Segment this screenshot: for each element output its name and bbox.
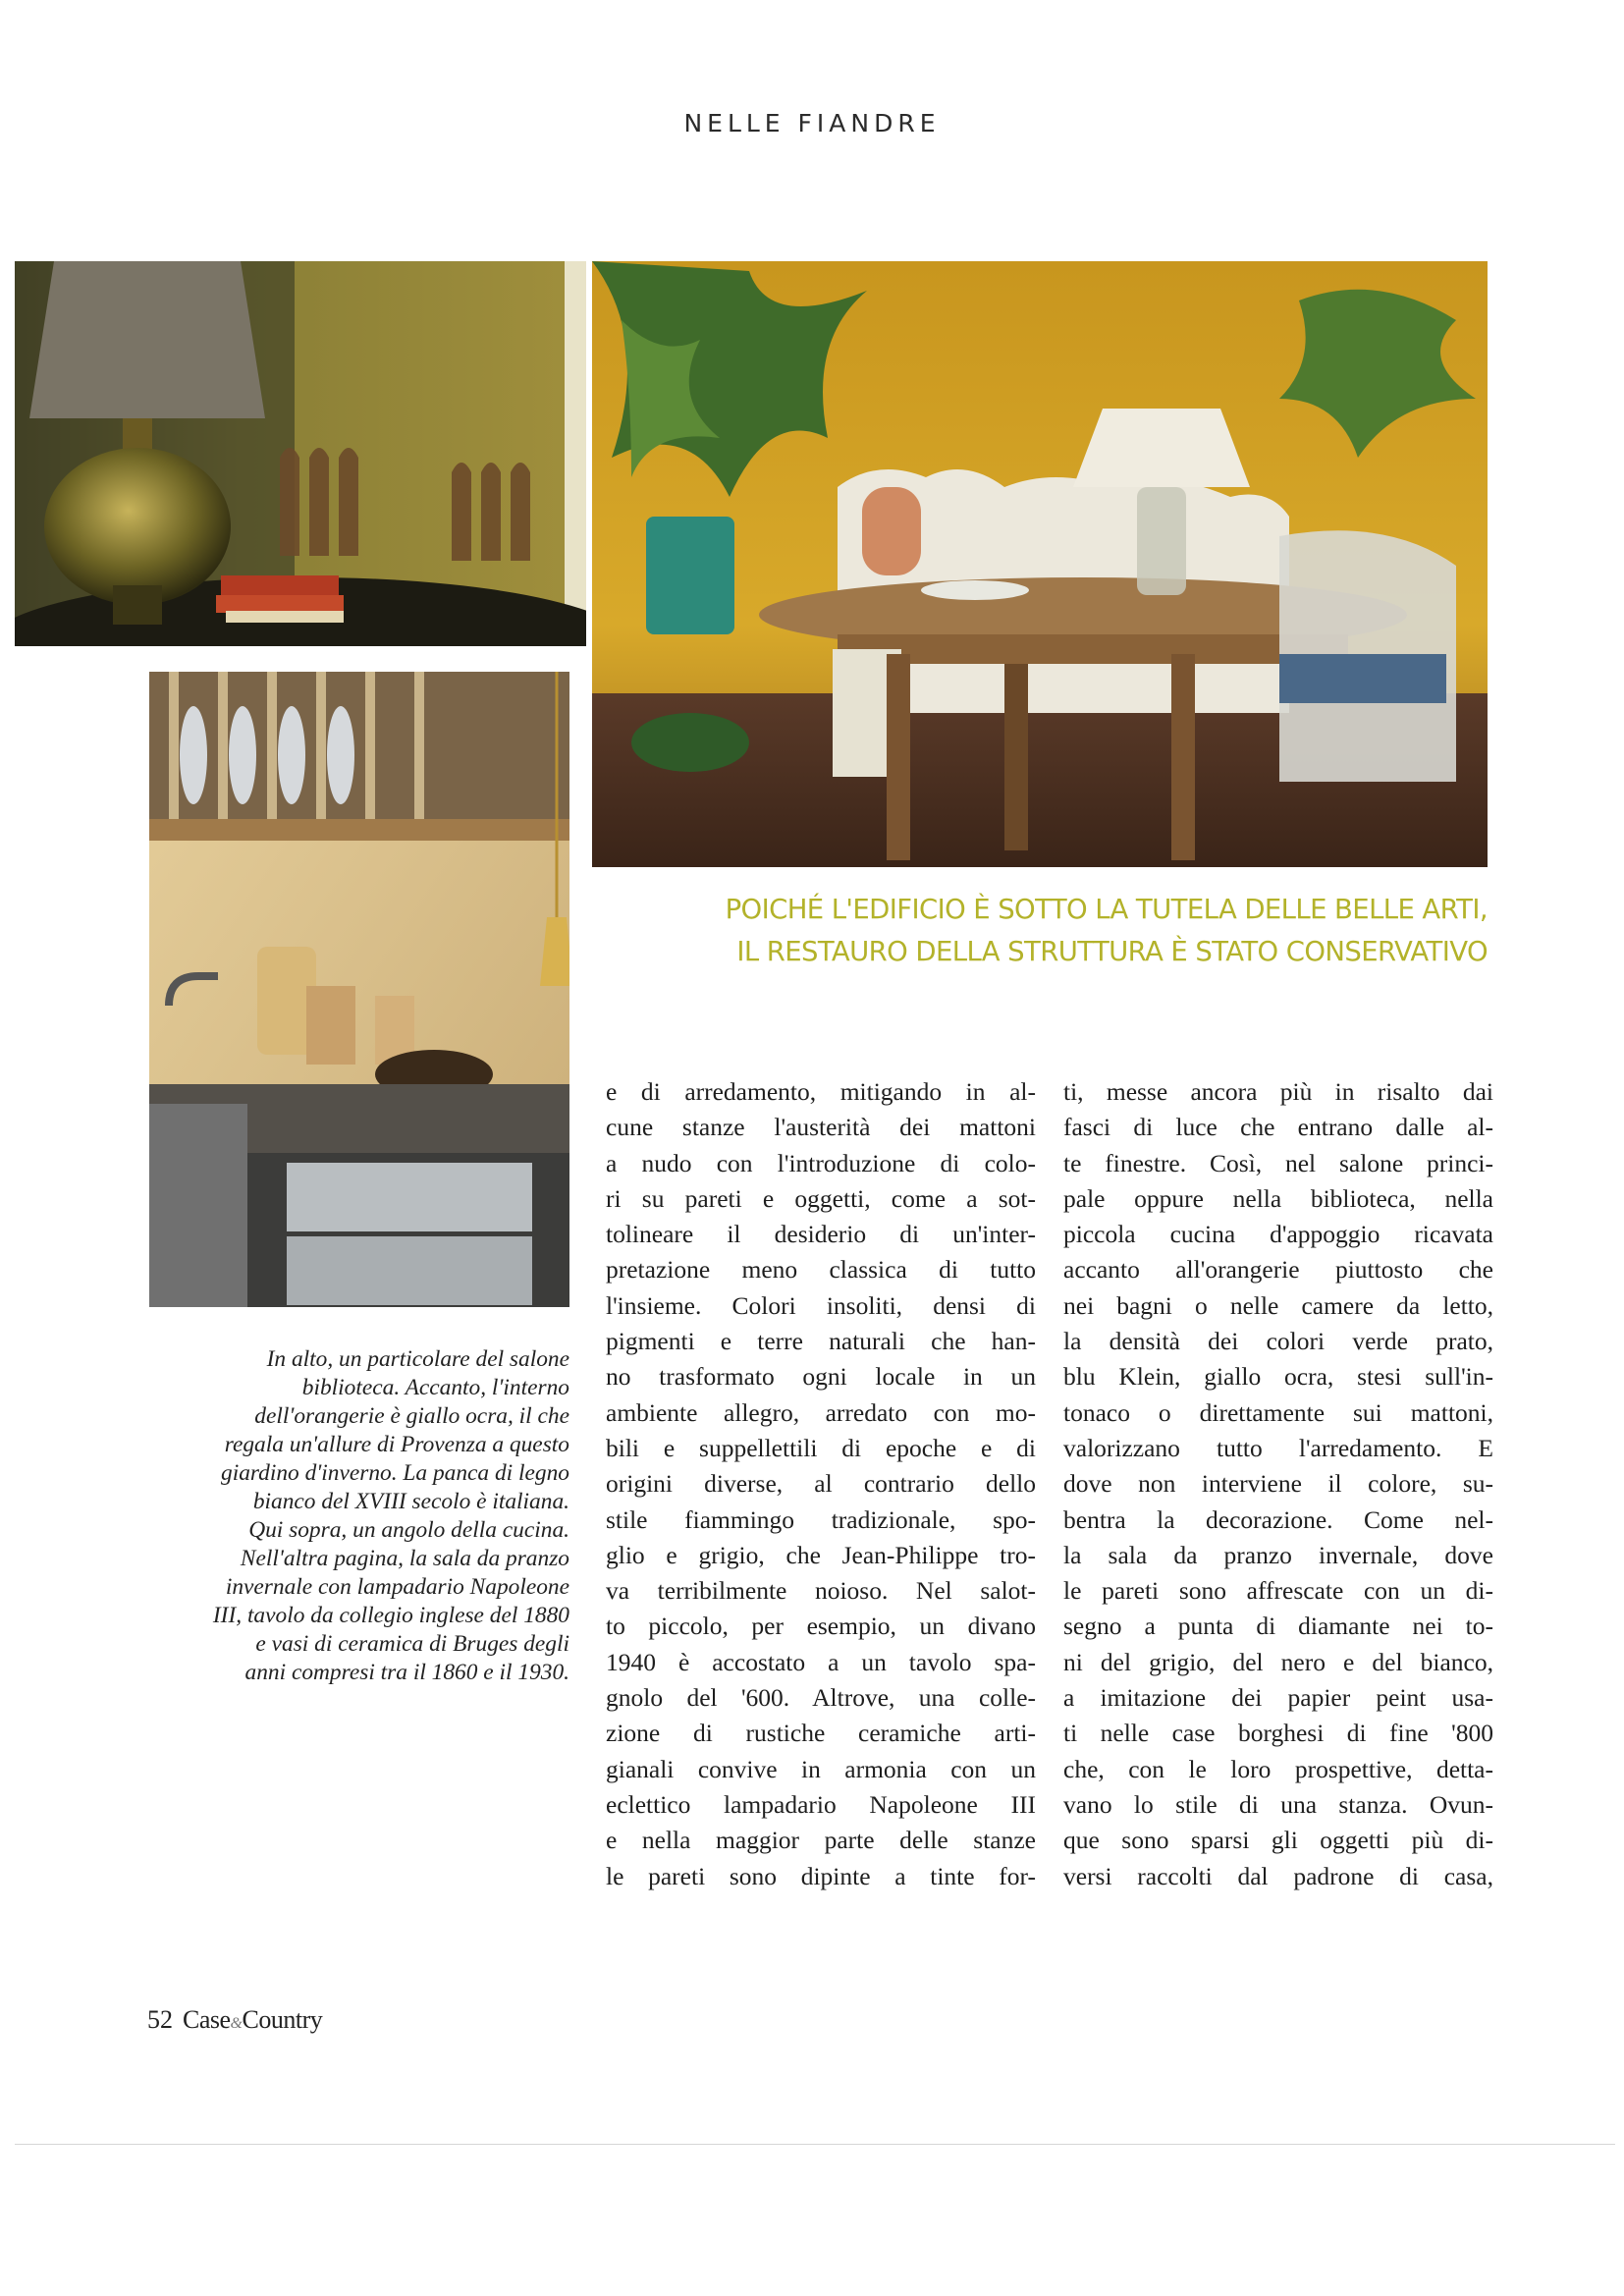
body-line: le pareti sono dipinte a tinte for- [606, 1861, 1036, 1890]
caption-line: Qui sopra, un angolo della cucina. [248, 1517, 569, 1543]
body-line: gnolo del '600. Altrove, una colle- [606, 1683, 1036, 1713]
body-line: fasci di luce che entrano dalle al- [1063, 1113, 1493, 1142]
page-footer [147, 2005, 322, 2035]
body-line: segno a punta di diamante nei to- [1063, 1612, 1493, 1641]
body-line: stile fiammingo tradizionale, spo- [606, 1504, 1036, 1534]
body-line: to piccolo, per esempio, un divano [606, 1612, 1036, 1641]
body-line: te finestre. Così, nel salone princi- [1063, 1148, 1493, 1177]
body-line: che, con le loro prospettive, detta- [1063, 1754, 1493, 1783]
magazine-logo-part: Country [242, 2005, 323, 2034]
body-line: le pareti sono affrescate con un di- [1063, 1576, 1493, 1606]
magazine-logo-amp: & [230, 2015, 243, 2032]
body-line: accanto all'orangerie piuttosto che [1063, 1255, 1493, 1285]
body-line: nei bagni o nelle camere da letto, [1063, 1290, 1493, 1320]
body-line: tolineare il desiderio di un'inter- [606, 1220, 1036, 1249]
body-line: la sala da pranzo invernale, dove [1063, 1540, 1493, 1569]
body-column-left [606, 1074, 1036, 1894]
kitchen-photo [149, 672, 569, 1307]
body-line: va terribilmente noioso. Nel salot- [606, 1576, 1036, 1606]
body-line: a imitazione dei papier peint usa- [1063, 1683, 1493, 1713]
body-line: ri su pareti e oggetti, come a sot- [606, 1183, 1036, 1213]
body-line: vano lo stile di una stanza. Ovun- [1063, 1789, 1493, 1819]
body-line: bili e suppellettili di epoche e di [606, 1433, 1036, 1462]
body-line: zione di rustiche ceramiche arti- [606, 1719, 1036, 1748]
library-photo [15, 261, 586, 646]
body-line: glio e grigio, che Jean-Philippe tro- [606, 1540, 1036, 1569]
body-line: origini diverse, al contrario dello [606, 1469, 1036, 1499]
caption-line: e vasi di ceramica di Bruges degli [255, 1631, 569, 1657]
pull-quote-line: POICHÉ L'EDIFICIO È SOTTO LA TUTELA DELLE BELLE ARTI, [725, 894, 1488, 925]
orangerie-photo [592, 261, 1488, 867]
caption-line: anni compresi tra il 1860 e il 1930. [244, 1660, 569, 1685]
body-line: dove non interviene il colore, su- [1063, 1469, 1493, 1499]
body-line: valorizzano tutto l'arredamento. E [1063, 1433, 1493, 1462]
body-line: a nudo con l'introduzione di colo- [606, 1148, 1036, 1177]
magazine-logo [183, 2005, 322, 2034]
body-line: ti nelle case borghesi di fine '800 [1063, 1719, 1493, 1748]
body-line: e di arredamento, mitigando in al- [606, 1077, 1036, 1106]
caption-line: giardino d'inverno. La panca di legno [221, 1460, 569, 1486]
caption-line: bianco del XVIII secolo è italiana. [252, 1489, 569, 1514]
magazine-logo-part: Case [183, 2005, 231, 2034]
body-line: versi raccolti dal padrone di casa, [1063, 1861, 1493, 1890]
bottom-divider [15, 2144, 1615, 2145]
body-line: pigmenti e terre naturali che han- [606, 1327, 1036, 1356]
body-line: gianali convive in armonia con un [606, 1754, 1036, 1783]
caption-line: Nell'altra pagina, la sala da pranzo [240, 1546, 569, 1571]
body-line: tonaco o direttamente sui mattoni, [1063, 1397, 1493, 1427]
caption-line: dell'orangerie è giallo ocra, il che [254, 1403, 569, 1429]
body-line: pale oppure nella biblioteca, nella [1063, 1183, 1493, 1213]
body-line: eclettico lampadario Napoleone III [606, 1789, 1036, 1819]
body-line: cune stanze l'austerità dei mattoni [606, 1113, 1036, 1142]
body-line: ti, messe ancora più in risalto dai [1063, 1077, 1493, 1106]
page-number: 52 [147, 2005, 173, 2034]
body-line: pretazione meno classica di tutto [606, 1255, 1036, 1285]
caption-line: invernale con lampadario Napoleone [225, 1574, 569, 1600]
pull-quote-line: IL RESTAURO DELLA STRUTTURA È STATO CONSERVATIVO [736, 936, 1488, 967]
caption-line: In alto, un particolare del salone [266, 1346, 569, 1372]
pull-quote [592, 889, 1488, 973]
body-line: blu Klein, giallo ocra, stesi sull'in- [1063, 1362, 1493, 1392]
section-title: NELLE FIANDRE [683, 109, 941, 137]
body-line: l'insieme. Colori insoliti, densi di [606, 1290, 1036, 1320]
photo-caption [157, 1345, 569, 1687]
body-line: 1940 è accostato a un tavolo spa- [606, 1647, 1036, 1676]
body-line: que sono sparsi gli oggetti più di- [1063, 1826, 1493, 1855]
body-column-right [1063, 1074, 1493, 1894]
body-line: piccola cucina d'appoggio ricavata [1063, 1220, 1493, 1249]
body-line: e nella maggior parte delle stanze [606, 1826, 1036, 1855]
body-line: ni del grigio, del nero e del bianco, [1063, 1647, 1493, 1676]
caption-line: regala un'allure di Provenza a questo [224, 1432, 569, 1457]
body-line: la densità dei colori verde prato, [1063, 1327, 1493, 1356]
body-line: no trasformato ogni locale in un [606, 1362, 1036, 1392]
body-line: bentra la decorazione. Come nel- [1063, 1504, 1493, 1534]
body-line: ambiente allegro, arredato con mo- [606, 1397, 1036, 1427]
caption-line: biblioteca. Accanto, l'interno [301, 1375, 569, 1400]
caption-line: III, tavolo da collegio inglese del 1880 [212, 1603, 569, 1628]
